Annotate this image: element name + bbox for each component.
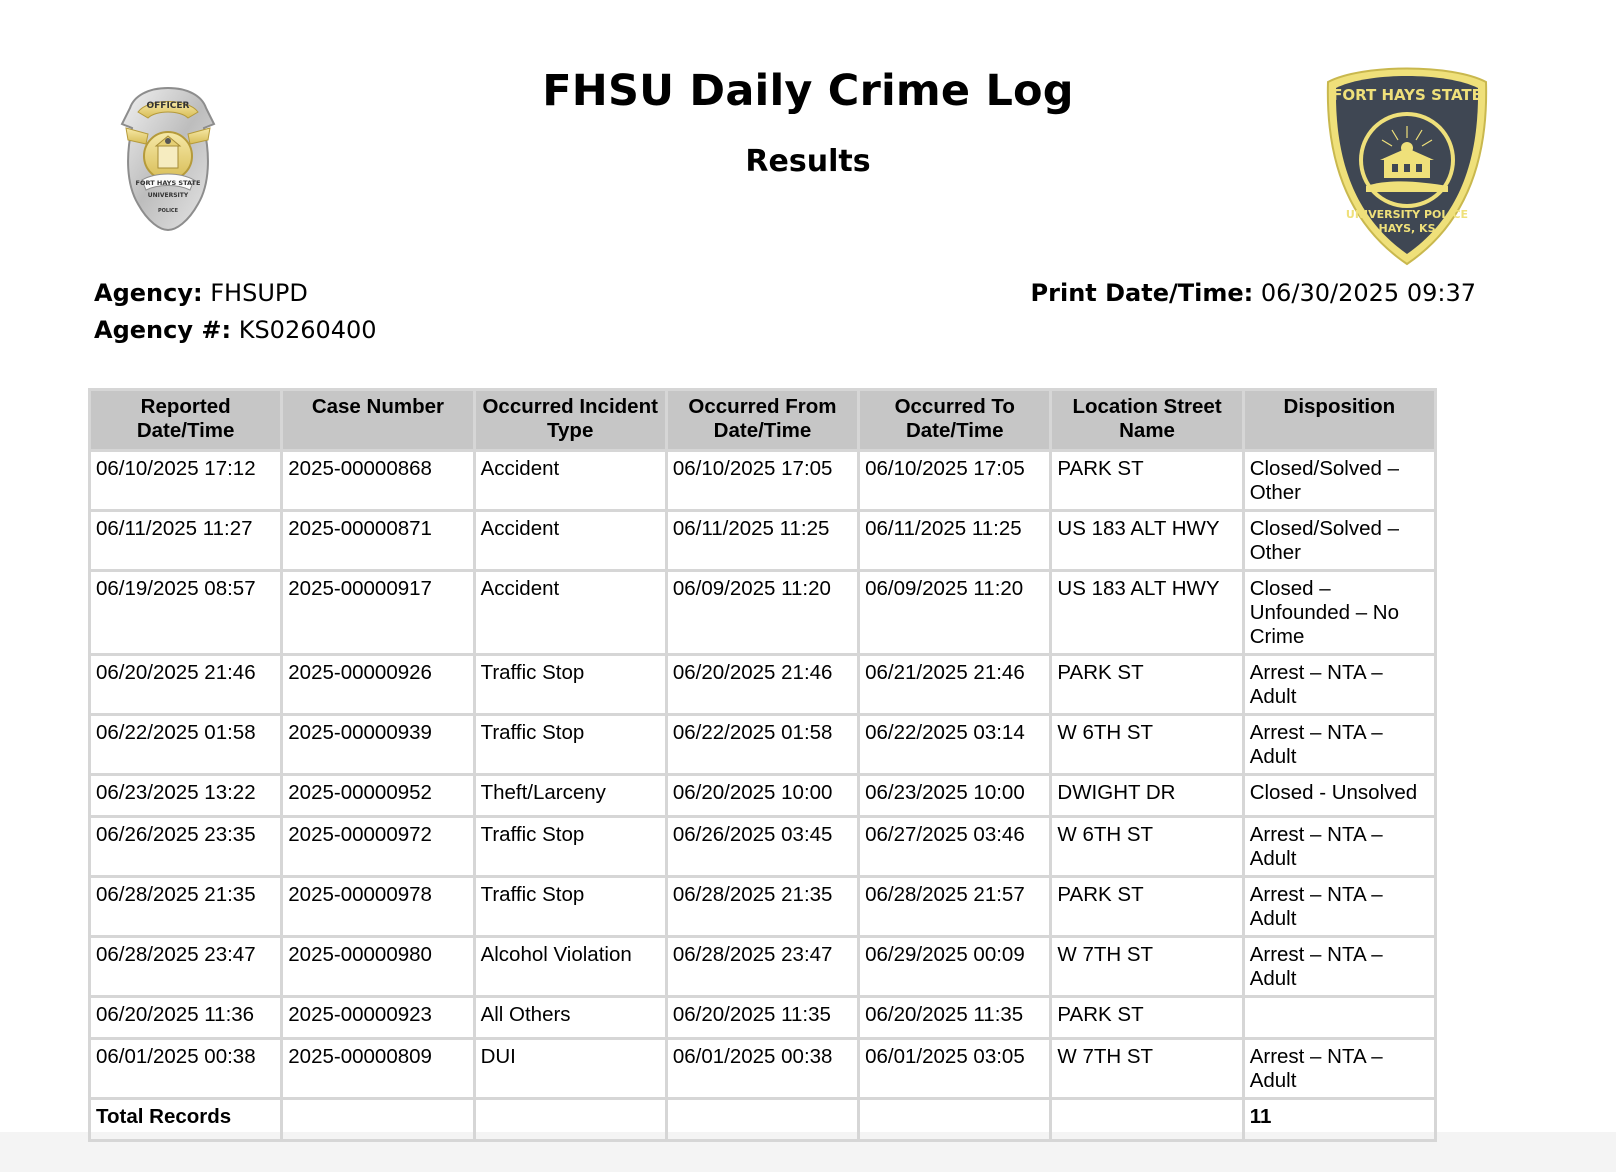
table-cell: Accident — [474, 451, 666, 511]
print-datetime-line — [1031, 279, 1476, 307]
table-cell: 06/20/2025 11:35 — [666, 997, 858, 1039]
table-cell: 06/01/2025 00:38 — [666, 1039, 858, 1099]
table-cell: 06/29/2025 00:09 — [859, 937, 1051, 997]
print-datetime-value: 06/30/2025 09:37 — [1260, 279, 1476, 307]
table-cell: PARK ST — [1051, 877, 1243, 937]
table-cell: Closed - Unsolved — [1243, 775, 1435, 817]
column-header: Case Number — [282, 390, 474, 451]
svg-text:UNIVERSITY POLICE: UNIVERSITY POLICE — [1345, 208, 1469, 221]
table-cell — [1243, 997, 1435, 1039]
total-records-value: 11 — [1243, 1099, 1435, 1141]
table-cell: 06/01/2025 00:38 — [90, 1039, 282, 1099]
column-header: Occurred From Date/Time — [666, 390, 858, 451]
table-row — [90, 997, 1436, 1039]
table-row — [90, 817, 1436, 877]
table-cell: W 7TH ST — [1051, 1039, 1243, 1099]
table-cell: 2025-00000917 — [282, 571, 474, 655]
table-row — [90, 1039, 1436, 1099]
table-cell: 06/28/2025 21:35 — [90, 877, 282, 937]
table-cell: Traffic Stop — [474, 715, 666, 775]
table-cell: Traffic Stop — [474, 817, 666, 877]
table-cell: 06/10/2025 17:05 — [666, 451, 858, 511]
table-cell: 06/11/2025 11:25 — [859, 511, 1051, 571]
table-cell: 06/28/2025 23:47 — [666, 937, 858, 997]
table-cell: 06/22/2025 01:58 — [666, 715, 858, 775]
table-cell: 06/22/2025 01:58 — [90, 715, 282, 775]
svg-text:POLICE: POLICE — [157, 208, 179, 214]
table-cell: Closed/Solved – Other — [1243, 511, 1435, 571]
table-row — [90, 655, 1436, 715]
column-header: Location Street Name — [1051, 390, 1243, 451]
table-cell: 2025-00000809 — [282, 1039, 474, 1099]
column-header: Occurred Incident Type — [474, 390, 666, 451]
table-cell: 06/10/2025 17:05 — [859, 451, 1051, 511]
table-cell: 06/19/2025 08:57 — [90, 571, 282, 655]
svg-text:HAYS, KS: HAYS, KS — [1378, 222, 1436, 235]
table-cell: 06/28/2025 21:57 — [859, 877, 1051, 937]
table-cell: Traffic Stop — [474, 655, 666, 715]
table-cell: 06/26/2025 03:45 — [666, 817, 858, 877]
table-cell: 06/01/2025 03:05 — [859, 1039, 1051, 1099]
table-cell: PARK ST — [1051, 655, 1243, 715]
table-cell: 06/21/2025 21:46 — [859, 655, 1051, 715]
table-cell: US 183 ALT HWY — [1051, 511, 1243, 571]
table-cell: Arrest – NTA – Adult — [1243, 937, 1435, 997]
table-row — [90, 571, 1436, 655]
table-cell: Closed – Unfounded – No Crime — [1243, 571, 1435, 655]
page-title: FHSU Daily Crime Log — [542, 66, 1074, 116]
column-header: Reported Date/Time — [90, 390, 282, 451]
svg-text:OFFICER: OFFICER — [146, 101, 190, 111]
total-records-label: Total Records — [90, 1099, 282, 1141]
agency-value: FHSUPD — [210, 279, 308, 307]
table-cell: Traffic Stop — [474, 877, 666, 937]
table-cell: 2025-00000980 — [282, 937, 474, 997]
table-cell: 06/11/2025 11:27 — [90, 511, 282, 571]
table-cell: Arrest – NTA – Adult — [1243, 817, 1435, 877]
table-cell — [282, 1099, 474, 1141]
table-cell: PARK ST — [1051, 997, 1243, 1039]
agency-number-label: Agency #: — [94, 316, 232, 344]
table-cell: Theft/Larceny — [474, 775, 666, 817]
table-cell: W 7TH ST — [1051, 937, 1243, 997]
table-cell: 2025-00000923 — [282, 997, 474, 1039]
agency-number-line — [94, 316, 377, 344]
table-cell: 06/22/2025 03:14 — [859, 715, 1051, 775]
svg-text:FORT HAYS STATE: FORT HAYS STATE — [1332, 86, 1482, 104]
table-cell: 06/28/2025 23:47 — [90, 937, 282, 997]
total-records-row — [90, 1099, 1436, 1141]
column-header: Occurred To Date/Time — [859, 390, 1051, 451]
table-cell: Accident — [474, 511, 666, 571]
table-cell: Closed/Solved – Other — [1243, 451, 1435, 511]
table-cell: 06/09/2025 11:20 — [859, 571, 1051, 655]
agency-line — [94, 279, 308, 307]
table-row — [90, 451, 1436, 511]
table-cell: 2025-00000939 — [282, 715, 474, 775]
table-cell: W 6TH ST — [1051, 817, 1243, 877]
table-cell: 06/28/2025 21:35 — [666, 877, 858, 937]
table-cell — [666, 1099, 858, 1141]
table-cell: 06/23/2025 10:00 — [859, 775, 1051, 817]
table-cell: 06/09/2025 11:20 — [666, 571, 858, 655]
table-cell: 06/27/2025 03:46 — [859, 817, 1051, 877]
table-cell — [1051, 1099, 1243, 1141]
table-cell: 06/23/2025 13:22 — [90, 775, 282, 817]
table-cell: 06/10/2025 17:12 — [90, 451, 282, 511]
table-cell: W 6TH ST — [1051, 715, 1243, 775]
table-row — [90, 511, 1436, 571]
table-cell: DUI — [474, 1039, 666, 1099]
table-cell: 2025-00000926 — [282, 655, 474, 715]
table-cell: Arrest – NTA – Adult — [1243, 655, 1435, 715]
table-cell: 2025-00000972 — [282, 817, 474, 877]
print-datetime-label: Print Date/Time: — [1030, 279, 1254, 307]
svg-text:UNIVERSITY: UNIVERSITY — [147, 192, 189, 199]
table-cell: PARK ST — [1051, 451, 1243, 511]
table-cell: 06/20/2025 21:46 — [90, 655, 282, 715]
crime-log-table — [88, 388, 1437, 1142]
table-cell: 2025-00000868 — [282, 451, 474, 511]
table-cell — [859, 1099, 1051, 1141]
table-cell: 06/11/2025 11:25 — [666, 511, 858, 571]
table-cell: US 183 ALT HWY — [1051, 571, 1243, 655]
table-cell: Arrest – NTA – Adult — [1243, 715, 1435, 775]
table-cell: Arrest – NTA – Adult — [1243, 1039, 1435, 1099]
table-row — [90, 775, 1436, 817]
table-row — [90, 877, 1436, 937]
table-row — [90, 937, 1436, 997]
table-cell: All Others — [474, 997, 666, 1039]
table-cell: 06/20/2025 21:46 — [666, 655, 858, 715]
table-cell: 06/20/2025 11:35 — [859, 997, 1051, 1039]
svg-text:FORT HAYS STATE: FORT HAYS STATE — [135, 179, 201, 187]
page-subtitle: Results — [745, 144, 871, 179]
table-header-row — [90, 390, 1436, 451]
table-cell: Arrest – NTA – Adult — [1243, 877, 1435, 937]
table-cell: 06/20/2025 11:36 — [90, 997, 282, 1039]
table-cell — [474, 1099, 666, 1141]
table-cell: 06/26/2025 23:35 — [90, 817, 282, 877]
table-cell: Accident — [474, 571, 666, 655]
agency-number-value: KS0260400 — [238, 316, 377, 344]
table-row — [90, 715, 1436, 775]
table-cell: 2025-00000978 — [282, 877, 474, 937]
table-cell: Alcohol Violation — [474, 937, 666, 997]
table-cell: 2025-00000871 — [282, 511, 474, 571]
table-cell: DWIGHT DR — [1051, 775, 1243, 817]
agency-label: Agency: — [94, 279, 203, 307]
column-header: Disposition — [1243, 390, 1435, 451]
table-cell: 06/20/2025 10:00 — [666, 775, 858, 817]
table-cell: 2025-00000952 — [282, 775, 474, 817]
